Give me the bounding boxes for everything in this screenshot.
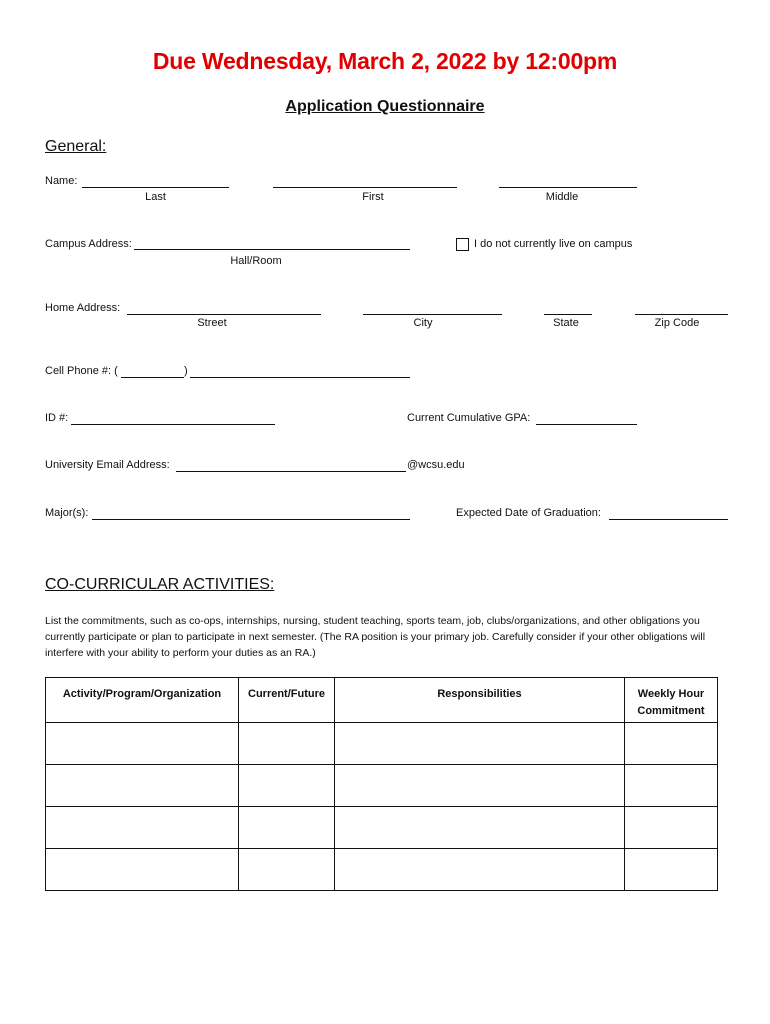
graduation-label: Expected Date of Graduation: — [456, 507, 601, 519]
activity-cell[interactable] — [46, 849, 239, 891]
first-name-field[interactable] — [273, 187, 457, 188]
activities-table — [45, 677, 718, 891]
co-curricular-instructions: List the commitments, such as co-ops, internships, nursing, student teaching, sports team, job, clubs/organizations, and other obligations you currently participate or plan to participate in next semester. (The RA position is your primary job. Carefully consider if your other obligations will interfere with your ability to perform your duties as an RA.) — [45, 615, 706, 659]
zip-code-field[interactable] — [635, 314, 728, 315]
first-name-caption: First — [362, 191, 384, 203]
weekly-hours-cell[interactable] — [625, 807, 718, 849]
id-field[interactable] — [71, 424, 275, 425]
last-name-field[interactable] — [82, 187, 229, 188]
activity-cell[interactable] — [46, 807, 239, 849]
co-curricular-heading: CO-CURRICULAR ACTIVITIES: — [45, 576, 275, 593]
email-field[interactable] — [176, 471, 406, 472]
state-field[interactable] — [544, 314, 592, 315]
cell-phone-paren: ) — [184, 365, 188, 377]
email-suffix: @wcsu.edu — [407, 459, 465, 471]
activity-cell[interactable] — [46, 723, 239, 765]
responsibilities-cell[interactable] — [335, 807, 625, 849]
email-label: University Email Address: — [45, 459, 170, 471]
current-future-cell[interactable] — [239, 723, 335, 765]
due-date-banner: Due Wednesday, March 2, 2022 by 12:00pm — [152, 48, 618, 74]
column-header-activity: Activity/Program/Organization — [46, 678, 239, 723]
middle-name-caption: Middle — [545, 191, 579, 203]
city-field[interactable] — [363, 314, 502, 315]
street-field[interactable] — [127, 314, 321, 315]
last-name-caption: Last — [145, 191, 166, 203]
majors-label: Major(s): — [45, 507, 89, 519]
home-address-label: Home Address: — [45, 302, 121, 314]
column-header-weekly-hours: Weekly Hour Commitment — [625, 678, 718, 723]
campus-address-label: Campus Address: — [45, 238, 132, 250]
table-row — [46, 849, 718, 891]
page-title: Application Questionnaire — [285, 98, 485, 115]
gpa-label: Current Cumulative GPA: — [407, 412, 531, 424]
majors-field[interactable] — [92, 519, 410, 520]
area-code-field[interactable] — [121, 377, 184, 378]
weekly-hours-cell[interactable] — [625, 765, 718, 807]
responsibilities-cell[interactable] — [335, 849, 625, 891]
campus-address-caption: Hall/Room — [230, 255, 282, 267]
campus-address-field[interactable] — [134, 249, 410, 250]
not-on-campus-label: I do not currently live on campus — [474, 238, 633, 250]
zip-code-caption: Zip Code — [654, 317, 700, 329]
column-header-responsibilities: Responsibilities — [335, 678, 625, 723]
state-caption: State — [553, 317, 579, 329]
table-header-row — [46, 678, 718, 723]
cell-phone-field[interactable] — [190, 377, 410, 378]
street-caption: Street — [197, 317, 227, 329]
responsibilities-cell[interactable] — [335, 723, 625, 765]
weekly-hours-cell[interactable] — [625, 849, 718, 891]
current-future-cell[interactable] — [239, 807, 335, 849]
name-label: Name: — [45, 175, 78, 187]
table-row — [46, 765, 718, 807]
gpa-field[interactable] — [536, 424, 637, 425]
table-row — [46, 723, 718, 765]
graduation-field[interactable] — [609, 519, 728, 520]
city-caption: City — [413, 317, 433, 329]
weekly-hours-cell[interactable] — [625, 723, 718, 765]
general-heading: General: — [45, 138, 107, 155]
current-future-cell[interactable] — [239, 765, 335, 807]
middle-name-field[interactable] — [499, 187, 637, 188]
cell-phone-label: Cell Phone #: ( — [45, 365, 118, 377]
activity-cell[interactable] — [46, 765, 239, 807]
table-row — [46, 807, 718, 849]
column-header-current-future: Current/Future — [239, 678, 335, 723]
responsibilities-cell[interactable] — [335, 765, 625, 807]
current-future-cell[interactable] — [239, 849, 335, 891]
not-on-campus-checkbox[interactable] — [456, 238, 469, 251]
id-label: ID #: — [45, 412, 69, 424]
